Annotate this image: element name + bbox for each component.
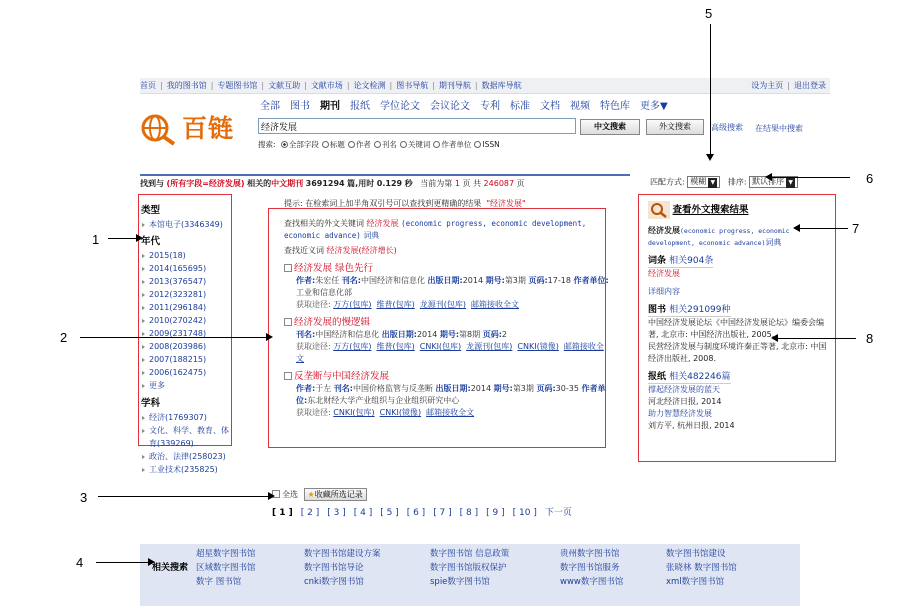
- nav-item[interactable]: 图书导航: [396, 81, 429, 90]
- result-title[interactable]: 经济发展的慢逻辑: [294, 317, 371, 328]
- facet-item[interactable]: 工业技术(235825): [141, 463, 271, 476]
- chevron-down-icon: ▼: [708, 178, 717, 188]
- rp-book-item[interactable]: 民营经济发展与制度环境许秦正等著, 北京市: 中国经济出版社, 2008.: [648, 342, 827, 363]
- meta-label: 期号:: [485, 276, 505, 285]
- annotation-label: 4: [76, 555, 84, 570]
- foreign-kw-label: 查找相关的外文关键词: [284, 219, 364, 228]
- annotation-label: 7: [852, 221, 860, 236]
- page-link[interactable]: [ 10 ]: [512, 508, 537, 518]
- advanced-search-link[interactable]: 高级搜索: [711, 123, 743, 132]
- category-tab[interactable]: 文档: [540, 101, 560, 112]
- nav-item[interactable]: 专题图书馆: [217, 81, 258, 90]
- category-tab[interactable]: 专利: [480, 101, 500, 112]
- nav-item[interactable]: 数据库导航: [481, 81, 522, 90]
- result-status: [140, 174, 630, 190]
- search-icon: [648, 201, 670, 219]
- related-searches: [140, 544, 800, 606]
- related-search-link[interactable]: 张晓林 数字图书馆: [666, 563, 737, 573]
- facet-item[interactable]: 更多: [141, 379, 271, 392]
- annotation-arrow: [108, 238, 136, 239]
- category-tab[interactable]: 期刊: [320, 101, 340, 112]
- related-search-link[interactable]: 数字图书馆版权保护: [430, 563, 507, 573]
- result-checkbox[interactable]: [284, 318, 292, 326]
- result-title-row: [284, 371, 616, 383]
- rp-newspaper-count[interactable]: 相关482246篇: [669, 372, 731, 382]
- annotation-arrow: [772, 177, 850, 178]
- synonyms: [284, 245, 624, 257]
- facet-item[interactable]: 2006(162475): [141, 366, 271, 379]
- rp-book-title: 图书: [648, 305, 667, 315]
- meta-label: 出版日期:: [427, 276, 463, 285]
- rp-book-item[interactable]: 中国经济发展论坛《中国经济发展论坛》编委会编著, 北京市: 中国经济出版社, 2005.: [648, 318, 824, 339]
- match-select[interactable]: [687, 176, 720, 188]
- related-search-link[interactable]: 数字图书馆 信息政策: [430, 549, 510, 559]
- meta-label: 刊名:: [341, 276, 361, 285]
- nav-right: 设为主页 | 退出登录: [751, 81, 826, 90]
- results-area: [284, 218, 624, 419]
- related-search-link[interactable]: 贵州数字图书馆: [560, 549, 620, 559]
- page-prefix: 当前为第: [420, 179, 453, 188]
- nav-item[interactable]: 期刊导航: [438, 81, 471, 90]
- scope-label-4: 关键词: [407, 140, 431, 149]
- facet-item[interactable]: 2014(165695): [141, 262, 271, 275]
- scope-label-3: 刊名: [381, 140, 397, 149]
- annotation-label: 8: [866, 331, 874, 346]
- scope-radio[interactable]: [322, 141, 329, 148]
- result-title[interactable]: 经济发展 绿色先行: [294, 263, 374, 274]
- meta-label: 作者:: [296, 384, 316, 393]
- right-panel: [648, 201, 832, 432]
- scope-radio[interactable]: [348, 141, 355, 148]
- meta-label: 页码:: [482, 330, 502, 339]
- globe-magnifier-icon: [138, 112, 182, 146]
- rp-book-count[interactable]: 相关291099种: [669, 305, 731, 315]
- annotation-arrow: [710, 24, 711, 154]
- chinese-search-button[interactable]: 中文搜索: [580, 119, 640, 135]
- annotation-label: 5: [705, 6, 713, 21]
- meta-value: 2014: [462, 276, 484, 285]
- annotation-arrow: [98, 496, 268, 497]
- meta-label: 刊名:: [296, 330, 316, 339]
- annotation-label: 3: [80, 490, 88, 505]
- nav-item[interactable]: 文献市场: [310, 81, 343, 90]
- facet-item[interactable]: 2013(376547): [141, 275, 271, 288]
- search-input[interactable]: [258, 118, 576, 134]
- meta-value: 于左: [315, 384, 332, 393]
- meta-value: 中国价格监管与反垄断: [352, 384, 433, 393]
- scope-radio[interactable]: [281, 141, 288, 148]
- arrowhead-icon: [706, 154, 714, 161]
- facet-type-title: 类型: [141, 205, 161, 216]
- synonym-term[interactable]: 经济发展: [326, 246, 359, 255]
- total-pages: 246087: [483, 179, 515, 188]
- scope-radio[interactable]: [433, 141, 440, 148]
- nav-separator: |: [432, 81, 435, 90]
- sort-label: 排序:: [727, 177, 747, 187]
- scope-label-6: ISSN: [482, 140, 500, 149]
- rp-detail-link[interactable]: 详细内容: [648, 287, 680, 296]
- access-link[interactable]: 龙源刊(包库): [419, 300, 466, 309]
- annotation-label: 1: [92, 232, 100, 247]
- access-label: 获取途径:: [296, 300, 331, 309]
- synonym-alt[interactable]: (经济增长): [358, 246, 397, 255]
- collect-records-button[interactable]: [304, 488, 367, 501]
- facet-item[interactable]: 2008(203986): [141, 340, 271, 353]
- meta-value: 2014: [416, 330, 438, 339]
- category-tabs: [260, 97, 678, 112]
- annotation-arrow: [80, 337, 266, 338]
- nav-separator: |: [389, 81, 393, 90]
- hint-example: "经济发展": [486, 199, 526, 208]
- related-search-link[interactable]: 超星数字图书馆: [196, 549, 256, 559]
- result-item: [284, 263, 616, 311]
- result-title-row: [284, 263, 616, 275]
- meta-label: 作者单位:: [296, 384, 606, 405]
- meta-value: 第8期: [459, 330, 481, 339]
- page-link[interactable]: [ 3 ]: [327, 508, 346, 518]
- foreign-search-button[interactable]: 外文搜索: [646, 119, 704, 135]
- category-tab[interactable]: 更多▼: [640, 101, 668, 112]
- arrowhead-icon: [266, 333, 273, 341]
- access-link[interactable]: 维普(包库): [376, 342, 415, 351]
- access-link[interactable]: CNKI(镜像): [379, 408, 422, 417]
- access-link[interactable]: 维普(包库): [376, 300, 415, 309]
- sort-value: 默认排序: [752, 177, 785, 186]
- page-link[interactable]: [ 1 ]: [272, 508, 293, 518]
- category-tab[interactable]: 全部: [260, 101, 280, 112]
- star-icon: ★: [307, 490, 315, 499]
- meta-value: 第3期: [504, 276, 526, 285]
- result-item: [284, 371, 616, 419]
- meta-value: 工业和信息化部: [296, 288, 352, 297]
- access-link[interactable]: CNKI(包库): [419, 342, 462, 351]
- meta-label: 作者:: [296, 276, 316, 285]
- category-tab[interactable]: 学位论文: [380, 101, 420, 112]
- scope-label-0: 全部字段: [288, 140, 319, 149]
- facet-item[interactable]: 政治、法律(258023): [141, 450, 229, 463]
- page-link[interactable]: [ 4 ]: [353, 508, 373, 518]
- result-checkbox[interactable]: [284, 372, 292, 380]
- nav-item[interactable]: 文献互助: [268, 81, 301, 90]
- related-search-link[interactable]: spie数字图书馆: [430, 577, 490, 587]
- status-mid: 相关的: [247, 179, 272, 188]
- access-link[interactable]: 万方(包库): [333, 300, 372, 309]
- result-title-row: [284, 317, 616, 329]
- scope-label: 搜索:: [258, 140, 276, 149]
- rp-entry-item[interactable]: 经济发展: [648, 269, 680, 278]
- foreign-kw-term: 经济发展: [366, 219, 399, 228]
- scope-label-1: 标题: [329, 140, 345, 149]
- page-link[interactable]: [ 7 ]: [433, 508, 452, 518]
- related-search-link[interactable]: 区域数字图书馆: [196, 563, 256, 573]
- facet-item[interactable]: 经济(1769307): [141, 411, 271, 424]
- category-tab[interactable]: 报纸: [350, 101, 370, 112]
- rp-dictionary-link[interactable]: 词典: [765, 238, 782, 247]
- page-link[interactable]: [ 6 ]: [406, 508, 426, 518]
- page-link[interactable]: [ 8 ]: [459, 508, 479, 518]
- match-label: 匹配方式:: [650, 177, 685, 187]
- access-link[interactable]: CNKI(包库): [333, 408, 375, 417]
- related-label: 相关搜索: [152, 563, 189, 573]
- category-tab[interactable]: 视频: [570, 101, 590, 112]
- meta-label: 期号:: [439, 330, 460, 339]
- nav-separator: |: [346, 81, 350, 90]
- status-unit: 篇,用时: [347, 179, 375, 188]
- facet-item[interactable]: 2012(323281): [141, 288, 271, 301]
- facet-item[interactable]: 2010(270242): [141, 314, 271, 327]
- meta-value: 2: [501, 330, 507, 339]
- category-tab[interactable]: 标准: [510, 101, 530, 112]
- nav-separator: |: [160, 81, 163, 90]
- logout-link[interactable]: 退出登录: [794, 81, 826, 90]
- access-link[interactable]: 邮箱接收全文: [426, 408, 475, 417]
- rp-keyword: 经济发展: [648, 226, 680, 235]
- arrowhead-icon: [771, 334, 778, 342]
- meta-value: 17-18: [547, 276, 571, 285]
- meta-label: 出版日期:: [435, 384, 471, 393]
- related-search-link[interactable]: xml数字图书馆: [666, 577, 725, 587]
- result-meta: [284, 383, 616, 407]
- site-logo: [138, 112, 258, 148]
- category-tab[interactable]: 图书: [290, 101, 310, 112]
- page-link[interactable]: [ 5 ]: [380, 508, 399, 518]
- scope-radio[interactable]: [474, 141, 481, 148]
- status-kind: 中文期刊: [271, 179, 304, 188]
- rp-newspaper-title: 报纸: [648, 372, 667, 382]
- access-link[interactable]: 邮箱接收全文: [296, 342, 604, 363]
- meta-label: 作者单位:: [573, 276, 609, 285]
- match-value: 模糊: [690, 177, 707, 186]
- result-title[interactable]: 反垄断与中国经济发展: [294, 371, 390, 382]
- annotation-arrow: [800, 228, 848, 229]
- chevron-down-icon: ▼: [786, 178, 795, 188]
- annotation-arrow: [778, 338, 856, 339]
- pagination: [272, 506, 632, 520]
- meta-label: 刊名:: [333, 384, 353, 393]
- page-link[interactable]: [ 2 ]: [300, 508, 320, 518]
- page-mid: 页 共: [462, 179, 481, 188]
- access-link[interactable]: 龙源刊(包库): [466, 342, 513, 351]
- nav-separator: |: [474, 81, 478, 90]
- arrowhead-icon: [793, 224, 800, 232]
- dictionary-link[interactable]: 词典: [363, 231, 380, 240]
- nav-item[interactable]: 我的图书馆: [166, 81, 207, 90]
- category-tab[interactable]: 特色库: [600, 101, 630, 112]
- category-tab[interactable]: 会议论文: [430, 101, 470, 112]
- facet-sidebar: [141, 200, 271, 476]
- facet-item[interactable]: 2007(188215): [141, 353, 271, 366]
- page-link[interactable]: 下一页: [544, 508, 572, 518]
- facet-item[interactable]: 2009(231748): [141, 327, 271, 340]
- meta-value: 中国经济和信息化: [315, 330, 380, 339]
- synonym-label: 查找近义词: [284, 246, 324, 255]
- page-suffix: 页: [516, 179, 525, 188]
- meta-value: 2014: [470, 384, 492, 393]
- facet-subject-title: 学科: [141, 398, 161, 409]
- access-link[interactable]: 邮箱接收全文: [471, 300, 519, 309]
- meta-value: 东北财经大学产业组织与企业组织研究中心: [307, 396, 460, 405]
- result-access: [284, 407, 616, 419]
- scope-radio[interactable]: [400, 141, 407, 148]
- foreign-keywords: [284, 218, 624, 242]
- related-search-link[interactable]: 数字图书馆服务: [560, 563, 620, 573]
- facet-item[interactable]: 2015(18): [141, 249, 271, 262]
- rp-newspaper-item[interactable]: 助力智慧经济发展: [648, 409, 712, 418]
- result-access: [284, 341, 616, 365]
- collect-label: 收藏所选记录: [314, 490, 363, 499]
- bulk-actions: [272, 488, 367, 501]
- result-count: 3691294: [305, 179, 345, 188]
- status-prefix: 找到与: [140, 179, 164, 188]
- result-meta: [284, 329, 616, 341]
- access-label: 获取途径:: [296, 342, 331, 351]
- facet-item[interactable]: 文化、科学、教育、体育(339269): [141, 424, 229, 450]
- annotation-label: 6: [866, 171, 874, 186]
- top-nav: [140, 78, 830, 94]
- rp-foreign-keywords[interactable]: (economic progress, economic development, economic advance): [648, 227, 790, 247]
- nav-separator: |: [304, 81, 307, 90]
- related-search-link[interactable]: 数字图书馆建设: [666, 549, 726, 559]
- nav-separator: |: [261, 81, 265, 90]
- related-search-link[interactable]: 数字图书馆建设方案: [304, 549, 381, 559]
- logo-text: 百链: [182, 114, 235, 143]
- page-link[interactable]: [ 9 ]: [486, 508, 505, 518]
- status-condition: (所有字段=经济发展): [166, 179, 245, 188]
- arrowhead-icon: [148, 558, 155, 566]
- meta-label: 期号:: [493, 384, 513, 393]
- meta-label: 页码:: [536, 384, 556, 393]
- result-checkbox[interactable]: [284, 264, 292, 272]
- hint-text: 提示: 在检索词上加半角双引号可以查找到更精确的结果: [284, 199, 482, 208]
- foreign-kw-list[interactable]: (economic progress, economic development, economic advance): [284, 219, 587, 240]
- meta-value: 朱宏任: [315, 276, 340, 285]
- facet-item[interactable]: 2011(296184): [141, 301, 271, 314]
- meta-label: 出版日期:: [381, 330, 417, 339]
- result-access: [284, 299, 616, 311]
- nav-separator: |: [210, 81, 214, 90]
- rp-entry-count[interactable]: 相关904条: [669, 256, 714, 266]
- nav-item[interactable]: 论文检测: [353, 81, 386, 90]
- rp-newspaper-source: 刘方平, 杭州日报, 2014: [648, 421, 735, 430]
- scope-radio[interactable]: [374, 141, 381, 148]
- result-meta: [284, 275, 616, 299]
- arrowhead-icon: [765, 173, 772, 181]
- status-sec: 秒: [404, 179, 413, 188]
- result-item: [284, 317, 616, 365]
- facet-item[interactable]: 本馆电子(3346349): [141, 218, 229, 231]
- annotation-label: 2: [60, 330, 68, 345]
- access-label: 获取途径:: [296, 408, 331, 417]
- scope-label-5: 作者单位: [441, 140, 472, 149]
- rp-entry-title: 词条: [648, 256, 667, 266]
- search-in-results-link[interactable]: 在结果中搜索: [755, 124, 803, 133]
- arrowhead-icon: [268, 492, 275, 500]
- rp-newspaper-item[interactable]: 撑起经济发展的蓝天: [648, 385, 720, 394]
- set-homepage-link[interactable]: 设为主页: [751, 81, 784, 90]
- facet-year-title: 年代: [141, 236, 161, 247]
- current-page: 1: [454, 179, 460, 188]
- access-link[interactable]: 万方(包库): [333, 342, 372, 351]
- meta-value: 30-35: [555, 384, 579, 393]
- arrowhead-icon: [136, 234, 143, 242]
- related-search-link[interactable]: 数字 图书馆: [196, 577, 242, 587]
- access-link[interactable]: CNKI(镜像): [517, 342, 559, 351]
- related-search-link[interactable]: cnki数字图书馆: [304, 577, 364, 587]
- search-time: 0.129: [376, 179, 403, 188]
- meta-value: 中国经济和信息化: [360, 276, 425, 285]
- nav-item[interactable]: 首页: [140, 81, 156, 90]
- foreign-results-link[interactable]: 查看外文搜索结果: [672, 204, 749, 216]
- meta-value: 第3期: [512, 384, 534, 393]
- rp-newspaper-source: 河北经济日报, 2014: [648, 397, 722, 406]
- search-scope: [258, 139, 500, 150]
- meta-label: 页码:: [528, 276, 548, 285]
- scope-label-2: 作者: [355, 140, 371, 149]
- related-search-link[interactable]: 数字图书馆导论: [304, 563, 364, 573]
- annotation-arrow: [96, 562, 148, 563]
- related-search-link[interactable]: www数字图书馆: [560, 577, 624, 587]
- select-all-label: 全选: [282, 490, 298, 499]
